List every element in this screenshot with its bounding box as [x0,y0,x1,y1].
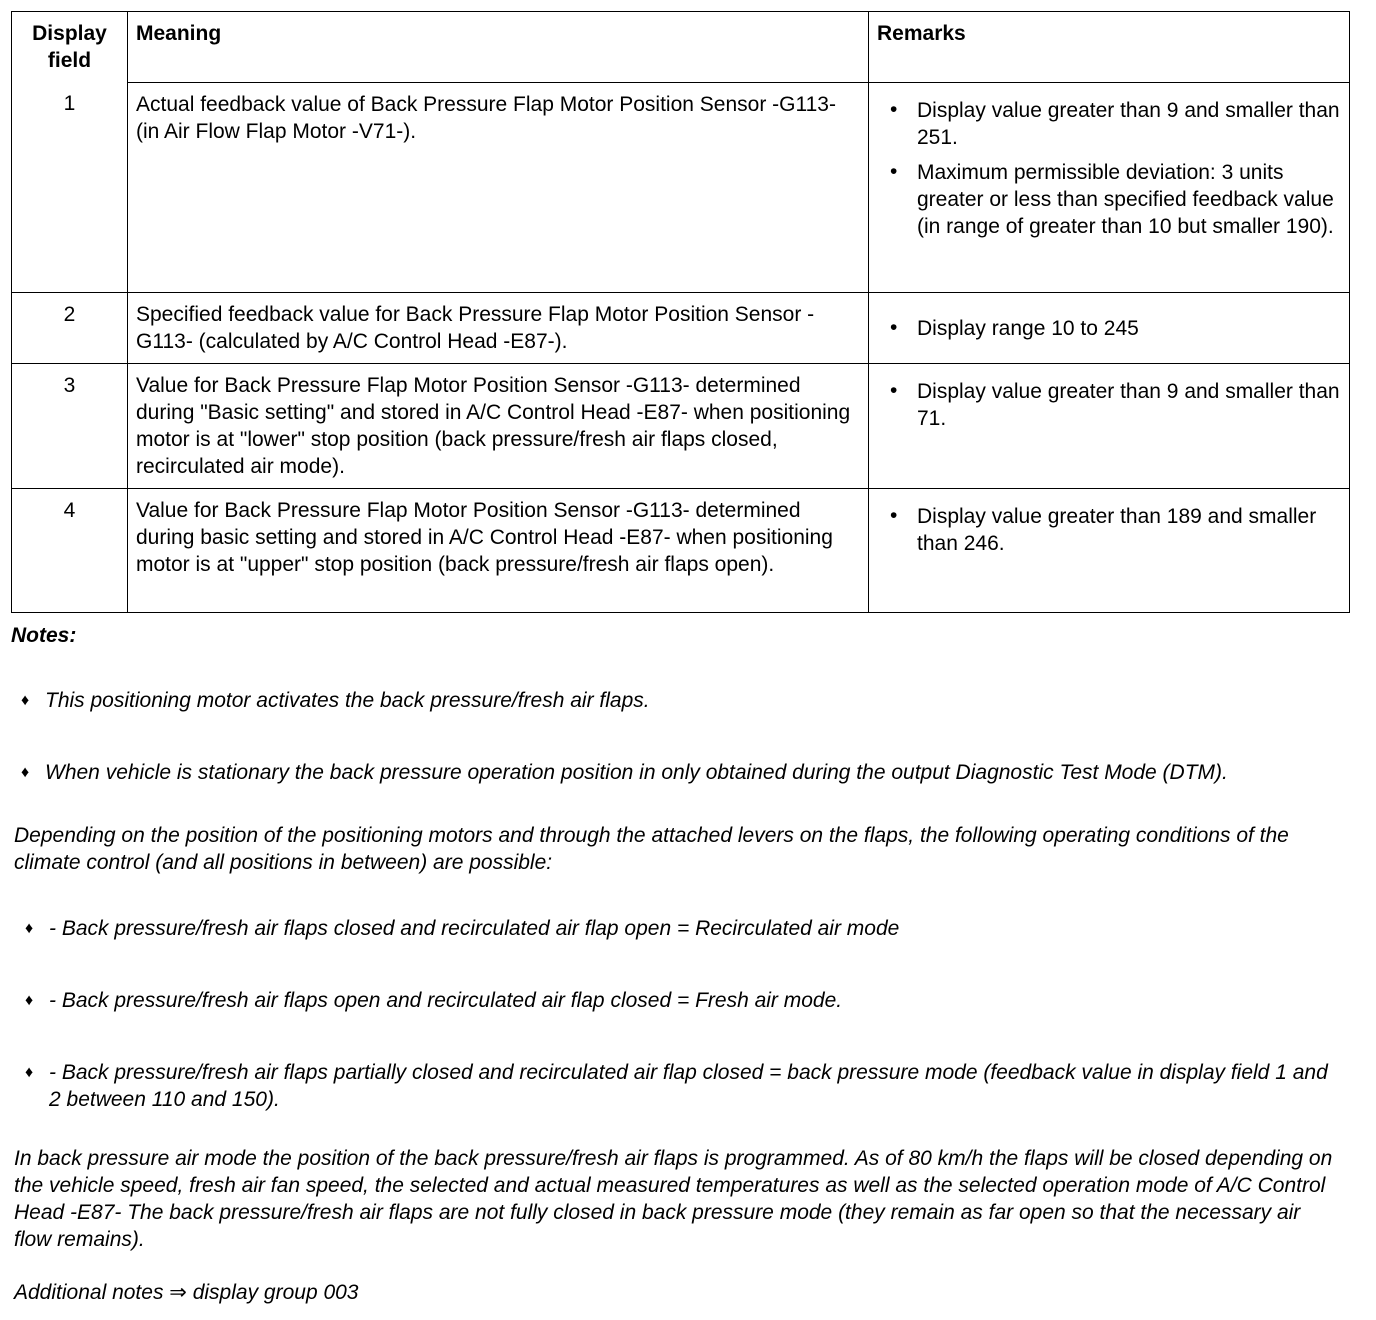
table-row [12,363,1350,488]
note-paragraph: In back pressure air mode the position of the back pressure/fresh air flaps is programmed. As of 80 km/h the flaps will be closed depending on the vehicle speed, fresh air fan speed, the selected and actual measured temperatures as well as the selected operation mode of A/C Control Head -E87- The back pressure/fresh air flaps are not fully closed in back pressure mode (they remain as far open so that the necessary air flow remains). [14,1147,1333,1251]
table-row [12,292,1350,363]
remarks-cell [869,82,1350,292]
remarks-cell [869,488,1350,612]
diamond-bullet-icon: ♦ [25,920,34,937]
diamond-bullet-icon: ♦ [25,1064,34,1081]
note-text: - Back pressure/fresh air flaps closed and recirculated air flap open = Recirculated air mode [49,917,900,940]
display-fields-table [11,11,1350,613]
remarks-cell [869,292,1350,363]
additional-notes-link[interactable]: Additional notes ⇒ display group 003 [14,1281,359,1304]
remark-item: • Maximum permissible deviation: 3 units greater or less than specified feedback value (in range of greater than 10 but smaller 190). [917,159,1341,240]
note-text: - Back pressure/fresh air flaps open and recirculated air flap closed = Fresh air mode. [49,989,843,1012]
field-number: 1 [12,82,128,292]
remark-item: • Display value greater than 189 and smaller than 246. [917,503,1341,557]
diamond-bullet-icon: ♦ [21,692,30,709]
remark-item: • Display value greater than 9 and smaller than 71. [917,378,1341,432]
remarks-cell [869,363,1350,488]
table-row [12,488,1350,612]
note-bullet [15,687,1335,714]
note-bullet [15,915,1335,942]
remark-item: • Display value greater than 9 and smaller than 251. [917,97,1341,151]
table-header-row [12,12,1350,83]
note-text: When vehicle is stationary the back pressure operation position in only obtained during the output Diagnostic Test Mode (DTM). [45,761,1228,784]
note-bullet [15,1059,1335,1113]
header-display-field: Display field [12,12,128,83]
meaning-cell: Value for Back Pressure Flap Motor Position Sensor -G113- determined during "Basic setting" and stored in A/C Control Head -E87- when positioning motor is at "lower" stop position (back pressure/fresh air flaps closed, recirculated air mode). [128,363,869,488]
note-bullet [15,987,1335,1014]
field-number: 3 [12,363,128,488]
note-text: - Back pressure/fresh air flaps partially closed and recirculated air flap closed = back pressure mode (feedback value in display field 1 and 2 between 110 and 150). [49,1061,1328,1111]
notes-title: Notes: [11,624,77,647]
remark-item: • Display range 10 to 245 [917,315,1341,342]
diamond-bullet-icon: ♦ [21,764,30,781]
meaning-cell: Value for Back Pressure Flap Motor Position Sensor -G113- determined during basic setting and stored in A/C Control Head -E87- when positioning motor is at "upper" stop position (back pressure/fresh air flaps open). [128,488,869,612]
meaning-cell: Actual feedback value of Back Pressure Flap Motor Position Sensor -G113- (in Air Flow Flap Motor -V71-). [128,82,869,292]
diamond-bullet-icon: ♦ [25,992,34,1009]
header-remarks: Remarks [869,12,1350,83]
note-text: This positioning motor activates the back pressure/fresh air flaps. [45,689,650,712]
note-bullet [15,759,1335,786]
field-number: 2 [12,292,128,363]
table-row [12,82,1350,292]
note-paragraph: Depending on the position of the positioning motors and through the attached levers on the flaps, the following operating conditions of the climate control (and all positions in between) are possible: [14,824,1289,874]
field-number: 4 [12,488,128,612]
meaning-cell: Specified feedback value for Back Pressure Flap Motor Position Sensor -G113- (calculated by A/C Control Head -E87-). [128,292,869,363]
header-meaning: Meaning [128,12,869,83]
